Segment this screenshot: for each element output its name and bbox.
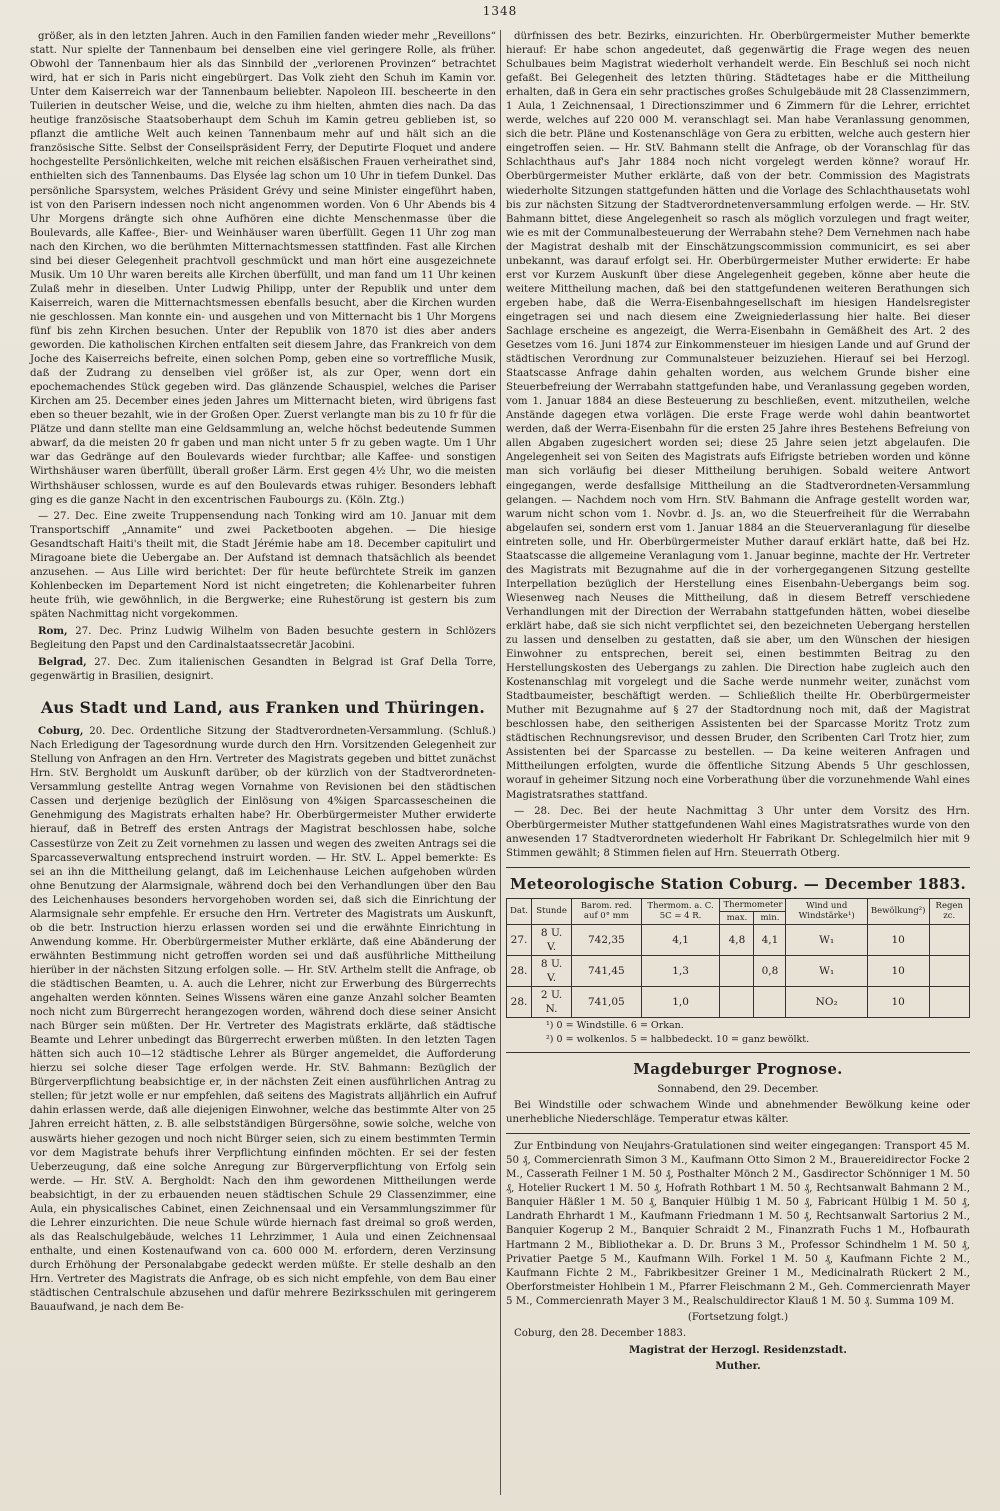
cell-hour: 8 U. V.	[532, 955, 572, 986]
prognose-title: Magdeburger Prognose.	[633, 1060, 843, 1079]
place-date: Coburg, den 28. December 1883.	[514, 1327, 687, 1339]
page-number: 1348	[482, 4, 518, 18]
cell-date: 28.	[507, 955, 532, 986]
signature-office: Magistrat der Herzogl. Residenzstadt.	[629, 1343, 847, 1356]
cell-min: 0,8	[754, 955, 786, 986]
weather-footnote-clouds: ²) 0 = wolkenlos. 5 = halbbedeckt. 10 = ganz bewölkt.	[546, 1034, 810, 1046]
header-thermometer: Thermom. a. C. 5C = 4 R.	[641, 898, 720, 924]
cell-max: 4,8	[720, 924, 754, 955]
divider-line	[506, 1052, 970, 1053]
cell-date: 27.	[507, 924, 532, 955]
header-wind: Wind und Windstärke¹)	[786, 898, 867, 924]
weather-title: Meteorologische Station Coburg. — December 1883.	[510, 874, 966, 893]
header-date: Dat.	[507, 898, 532, 924]
header-min: min.	[754, 911, 786, 924]
header-hour: Stunde	[532, 898, 572, 924]
continuation-note: (Fortsetzung folgt.)	[687, 1311, 789, 1323]
cell-max	[720, 986, 754, 1017]
rom-report	[30, 624, 496, 653]
cell-barometer: 741,05	[572, 986, 642, 1017]
section-heading: Aus Stadt und Land, aus Franken und Thüringen.	[40, 698, 486, 718]
cell-rain	[929, 924, 970, 955]
divider-line	[506, 867, 970, 868]
divider-line	[506, 1133, 970, 1134]
cell-thermometer: 1,3	[641, 955, 720, 986]
coburg-continued: dürfnissen des betr. Bezirks, einzurichten. Hr. Oberbürgermeister Muther bemerkte hierauf: Er habe schon angedeutet, daß gegenwärtig die Frage wegen des neuen Schulbaues beim Magistrat wiederholt verhandelt werde. Ein Beschluß sei noch nicht gefaßt. Bei Gelegenheit des letzten thüring. Städtetages habe er die Mittheilung erhalten, daß in Gera ein sehr practisches großes Schulgebäude mit 28 Classenzimmern, 1 Aula, 1 Zeichnensaal, 1 Directionszimmer und 6 Zimmern für die Lehrer, errichtet werde, welches auf 220 000 M. veranschlagt sei. Man habe Veranlassung genommen, sich die betr. Pläne und Kostenanschläge von Gera zu erbitten, welche auch gestern hier eingetroffen seien. — Hr. StV. Bahmann stellt die Anfrage, ob der Voranschlag für das Schlachthaus auf's Jahr 1884 noch nicht vorgelegt werden könne? worauf Hr. Oberbürgermeister Muther erklärte, daß von der betr. Commission des Magistrats wiederholte Sitzungen stattgefunden hätten und die Vorlage des Schlachthausetats wohl bis zur nächsten Sitzung der Stadtverordnetenversammlung erfolgen werde. — Hr. StV. Bahmann bittet, diese Angelegenheit so rasch als möglich vorzulegen und fragt weiter, wie es mit der Communalbesteuerung der Werrabahn stehe? Dem Vernehmen nach habe der Magistrat deshalb mit der Einschätzungscommission communicirt, es sei aber unbekannt, was darauf erfolgt sei. Hr. Oberbürgermeister Muther erwiderte: Er habe erst vor Kurzem Auskunft über diese Angelegenheit gegeben, könne aber heute die weitere Mittheilung machen, daß bei den stattgefundenen weiteren Berathungen sich ergeben habe, daß die Werra-Eisenbahngesellschaft im hiesigen Handelsregister eingetragen sei und nach diesem eine Zweigniederlassung hier halte. Bei dieser Sachlage erscheine es angezeigt, die Werra-Eisenbahn in Gemäßheit des Art. 2 des Gesetzes vom 16. Juni 1874 zur Einkommensteuer im hiesigen Lande und auf Grund der städtischen Verordnung zur Communalsteuer beizuziehen. Hierauf sei bei Herzogl. Staatscasse Anfrage dahin gehalten worden, aus welchem Grunde bisher eine Steuerbefreiung der Werrabahn stattgefunden habe, und Veranlassung gegeben worden, vom 1. Januar 1884 an diese Besteuerung zu beschließen, event. mitzutheilen, welche Anstände dagegen etwa vorlägen. Die erste Frage werde wohl dahin beantwortet werden, daß der Werra-Eisenbahn für die ersten 25 Jahre ihres Bestehens Befreiung von allen Abgaben zugesichert worden sei; diese 25 Jahre seien jetzt abgelaufen. Die Angelegenheit sei von Seiten des Magistrats aufs Eifrigste betrieben worden und könne man sich vorläufig bei dieser Mittheilung beruhigen. Sobald weitere Antwort eingegangen, werde desfallsige Mittheilung an die Stadtverordneten-Versammlung gelangen. — Nachdem noch vom Hrn. StV. Bahmann die Anfrage gestellt worden war, warum nicht schon vom 1. Novbr. d. Js. an, wo die Steuerfreiheit für die Werrabahn abgelaufen sei, sondern erst vom 1. Januar 1884 an die Steuerveranlagung für dieselbe eintreten solle, und Hr. Oberbürgermeister Muther darauf erklärt hatte, daß bei Hz. Staatscasse die allgemeine Veranlagung vom 1. Januar beginne, machte der Hr. Vertreter des Magistrats mit Bezugnahme auf die in der vorhergegangenen Sitzung gestellte Interpellation bezüglich der Herstellung eines Eisenbahn-Uebergangs beim sog. Wiesenweg nach Neuses die Mittheilung, daß in diesem Betreff verschiedene Verhandlungen mit der Direction der Werrabahn stattgefunden hätten, wobei dieselbe erklärt habe, daß sie sich nicht verpflichtet sei, den bezeichneten Uebergang herstellen zu lassen und denselben zu gestatten, daß sie aber, um den Wünschen der hiesigen Einwohner zu entsprechen, bereit sei, einen bestimmten Beitrag zu den Herstellungskosten des Uebergangs zu zahlen. Die Direction habe zugleich auch den Kostenanschlag mit vorgelegt und die Sache werde nunmehr weiter, zunächst vom Stadtbaumeister, beschäftigt werden. — Schließlich theilte Hr. Oberbürgermeister Muther mit Bezugnahme auf § 27 der Stadtordnung noch mit, daß der Magistrat beschlossen habe, den seitherigen Assistenten bei der Sparcasse Moritz Trotz zum städtischen Rechnungsrevisor, und dessen Bruder, den Scribenten Carl Trotz hier, zum Assistenten bei der Sparcasse zu bestellen. — Da keine weiteren Anfragen und Mittheilungen erfolgten, wurde die öffentliche Sitzung Abends 5 Uhr geschlossen, worauf in geheimer Sitzung noch eine Vorberathung über die vorzunehmende Wahl eines Magistratsrathes stattfand.	[506, 31, 970, 801]
weather-footnote-wind: ¹) 0 = Windstille. 6 = Orkan.	[546, 1020, 684, 1032]
paris-news-27dec: — 27. Dec. Eine zweite Truppensendung nach Tonking wird am 10. Januar mit dem Transportschiff „Annamite“ und zwei Packetbooten abgehen. — Die hiesige Gesandtschaft Haiti's theilt mit, die Stadt Jérémie habe am 18. December capitulirt und Miragoane biete die Uebergabe an. Der Aufstand ist demnach thatsächlich als beendet anzusehen. — Aus Lille wird berichtet: Der für heute befürchtete Streik im ganzen Kohlenbecken im Departement Nord ist nicht eingetreten; die Kohlenarbeiter fuhren heute früh, wie gewöhnlich, in die Bergwerke; eine Ruhestörung ist gestern bis zum späten Nachmittag nicht vorgekommen.	[30, 510, 496, 620]
prognose-text: Bei Windstille oder schwachem Winde und abnehmender Bewölkung keine oder unerhebliche Niederschläge. Temperatur etwas kälter.	[506, 1100, 970, 1126]
cell-max	[720, 955, 754, 986]
weather-table	[506, 898, 970, 1018]
header-max: max.	[720, 911, 754, 924]
header-thermometer-group: Thermometer	[720, 898, 786, 911]
donations-list: Zur Entbindung von Neujahrs-Gratulationen sind weiter eingegangen: Transport 45 M. 50 ₰, Commercienrath Simon 3 M., Kaufmann Otto Simon 2 M., Brauereidirector Focke 2 M., Casserath Feilner 1 M. 50 ₰, Posthalter Mönch 2 M., Gasdirector Schönniger 1 M. 50 ₰, Hotelier Ruckert 1 M. 50 ₰, Hofrath Rothbart 1 M. 50 ₰, Rechtsanwalt Bahmann 2 M., Banquier Häßler 1 M. 50 ₰, Banquier Hülbig 1 M. 50 ₰, Fabricant Hülbig 1 M. 50 ₰, Landrath Ehrhardt 1 M., Kaufmann Friedmann 1 M. 50 ₰, Rechtsanwalt Sartorius 2 M., Banquier Kogerup 2 M., Banquier Schraidt 2 M., Finanzrath Fuchs 1 M., Hofbaurath Hartmann 2 M., Bibliothekar a. D. Dr. Bruns 3 M., Professor Schindhelm 1 M. 50 ₰, Privatier Paetge 5 M., Kaufmann Wilh. Forkel 1 M. 50 ₰, Kaufmann Fichte 2 M., Kaufmann Fichte 2 M., Fabrikbesitzer Greiner 1 M., Medicinalrath Rückert 2 M., Oberforstmeister Hohlbein 1 M., Pfarrer Fleischmann 2 M., Geh. Commercienrath Mayer 5 M., Commercienrath Mayer 3 M., Realschuldirector Klauß 1 M. 50 ₰. Summa 109 M.	[506, 1141, 970, 1307]
table-row	[507, 955, 970, 986]
coburg-dateline: Coburg,	[38, 725, 84, 738]
cell-clouds: 10	[867, 955, 929, 986]
cell-thermometer: 4,1	[641, 924, 720, 955]
cell-min	[754, 986, 786, 1017]
cell-barometer: 741,45	[572, 955, 642, 986]
belgrad-report	[30, 655, 496, 684]
cell-wind: NO₂	[786, 986, 867, 1017]
prognose-date: Sonnabend, den 29. December.	[657, 1084, 819, 1096]
cell-date: 28.	[507, 986, 532, 1017]
left-column	[30, 30, 496, 1317]
header-barometer: Barom. red. auf 0° mm	[572, 898, 642, 924]
table-row	[507, 986, 970, 1017]
column-divider	[500, 30, 501, 1495]
cell-rain	[929, 986, 970, 1017]
coburg-report	[30, 724, 496, 1315]
cell-hour: 8 U. V.	[532, 924, 572, 955]
cell-rain	[929, 955, 970, 986]
rom-dateline: Rom,	[38, 624, 68, 637]
cell-hour: 2 U. N.	[532, 986, 572, 1017]
cell-wind: W₁	[786, 924, 867, 955]
header-clouds: Bewölkung²)	[867, 898, 929, 924]
paris-report: größer, als in den letzten Jahren. Auch in den Familien fanden wieder mehr „Reveillons“ statt. Nur spielte der Tannenbaum bei denselben eine viel geringere Rolle, als früher. Obwohl der Tannenbaum hier als das Sinnbild der „verlorenen Provinzen“ betrachtet wird, hat er sich in Paris nicht eingebürgert. Das Volk zieht den Schuh im Kamin vor. Unter dem Kaiserreich war der Tannenbaum beliebter. Napoleon III. bescheerte in den Tuilerien in deutscher Weise, und die, welche zu ihm hielten, ahmten dies nach. Da das heutige französische Staatsoberhaupt dem Schuh im Kamin getreu geblieben ist, so pflanzt die amtliche Welt auch keinen Tannenbaum mehr auf und hält sich an die französische Sitte. Selbst der Conseilspräsident Ferry, der Deputirte Floquet und andere hochgestellte Persönlichkeiten, welche mit reichen elsäßischen Frauen verheirathet sind, enthielten sich des Tannenbaums. Das Elysée lag schon um 10 Uhr in tiefem Dunkel. Das persönliche Sparsystem, welches Präsident Grévy und seine Minister eingeführt haben, ist von den Parisern indessen noch nicht angenommen worden. Von 6 Uhr Abends bis 4 Uhr Morgens drängte sich ohne Aufhören eine dichte Menschenmasse über die Boulevards, alle Kaffee-, Bier- und Weinhäuser waren überfüllt. Gegen 11 Uhr zog man nach den Kirchen, wo die berühmten Mitternachtsmessen stattfinden. Fast alle Kirchen sind bei dieser Gelegenheit prachtvoll geschmückt und man hört eine ausgezeichnete Musik. Um 10 Uhr waren bereits alle Kirchen überfüllt, und man fand um 11 Uhr keinen Zulaß mehr in dieselben. Unter Ludwig Philipp, unter der Republik und unter dem Kaiserreich, waren die Mitternachtsmessen ebenfalls besucht, aber die Kirchen wurden nie geschlossen. Man konnte ein- und ausgehen und von Mitternacht bis 1 Uhr Morgens fünf bis zehn Kirchen besuchen. Unter der Republik von 1870 ist dies aber anders geworden. Die katholischen Kirchen entfalten seit diesem Jahre, das Frankreich von dem Joche des Kaiserreichs befreite, einen solchen Pomp, geben eine so vortreffliche Musik, daß der Zudrang zu denselben viel größer ist, als zur Oper, wenn dort ein epochemachendes Stück gegeben wird. Das glänzende Schauspiel, welches die Pariser Kirchen am 25. December eines jeden Jahres um Mitternacht bieten, wird übrigens fast eben so theuer bezahlt, wie in der Großen Oper. Zuerst verlangte man bis zu 10 fr für die Plätze und dann stellte man eine Geldsammlung an, welche höchst bedeutende Summen abwarf, da die meisten 20 fr gaben und man nicht unter 5 fr zu geben wagte. Um 1 Uhr war das Gedränge auf den Boulevards wieder furchtbar; alle Kaffee- und sonstigen Wirthshäuser waren überfüllt, überall großer Lärm. Erst gegen 4½ Uhr, wo die meisten Wirthshäuser schlossen, wurde es auf den Boulevards etwas ruhiger. Besonders lebhaft ging es die ganze Nacht in den excentrischen Faubourgs zu. (Köln. Ztg.)	[30, 31, 496, 506]
cell-barometer: 742,35	[572, 924, 642, 955]
coburg-28dec: — 28. Dec. Bei der heute Nachmittag 3 Uhr unter dem Vorsitz des Hrn. Oberbürgermeister Muther stattgefundenen Wahl eines Magistratsrathes wurde von den anwesenden 17 Stadtverordneten wiederholt Hr Fabrikant Dr. Schlegelmilch hier mit 9 Stimmen gewählt; 8 Stimmen fielen auf Hrn. Steuerrath Otberg.	[506, 805, 970, 859]
weather-header-row	[507, 898, 970, 911]
belgrad-dateline: Belgrad,	[38, 656, 87, 669]
header-rain: Regen zc.	[929, 898, 970, 924]
belgrad-text: 27. Dec. Zum italienischen Gesandten in Belgrad ist Graf Della Torre, gegenwärtig in Brasilien, designirt.	[30, 657, 496, 683]
cell-thermometer: 1,0	[641, 986, 720, 1017]
rom-text: 27. Dec. Prinz Ludwig Wilhelm von Baden besuchte gestern in Schlözers Begleitung den Papst und den Cardinalstaatssecretär Jacobini.	[30, 625, 496, 652]
cell-min: 4,1	[754, 924, 786, 955]
signature-name: Muther.	[715, 1359, 761, 1372]
coburg-text: 20. Dec. Ordentliche Sitzung der Stadtverordneten-Versammlung. (Schluß.) Nach Erledigung der Tagesordnung wurde durch den Hrn. Vorsitzenden Gelegenheit zur Stellung von Anfragen an den Hrn. Vertreter des Magistrats gegeben und bittet zunächst Hrn. StV. Bergholdt um Auskunft darüber, ob der kürzlich von der Stadtverordneten-Versammlung gestellte Antrag wegen Vornahme von Revisionen bei den städtischen Cassen und derjenige bezüglich der Einlösung von 4%igen Sparcassescheinen die Genehmigung des Magistrats erhalten habe? Hr. Oberbürgermeister Muther erwiderte hierauf, daß in Betreff des ersten Antrags der Magistrat beschlossen habe, solche Cassestürze von Zeit zu Zeit vornehmen zu lassen und wegen des zweiten Antrags sei die Sparcasseverwaltung entsprechend instruirt worden. — Hr. StV. L. Appel bemerkte: Es sei an ihn die Mittheilung gelangt, daß im Leichenhause Leichen aufgehoben würden ohne Benutzung der Alarmsignale, während doch bei den Verhandlungen über den Bau des Leichenhauses besonders hervorgehoben worden sei, daß sich die Einrichtung der Alarmsignale sehr empfehle. Er ersuche den Hrn. Vertreter des Magistrats um Auskunft, ob die betr. Instruction hierzu erlassen worden sei und die erwähnte Einrichtung in Anwendung komme. Hr. Oberbürgermeister Muther erklärte, daß eine Abänderung der erwähnten Bestimmung nicht getroffen worden sei und daß ausführliche Mittheilung hierüber in der nächsten Sitzung erfolgen solle. — Hr. StV. Arthelm stellt die Anfrage, ob die städtischen Beamten, u. A. auch die Lehrer, nicht zur Erwerbung des Bürgerrechts angehalten werden könnten. Seines Wissens wären eine ganze Anzahl solcher Beamten noch nicht zum Bürgerrecht herangezogen worden, während doch diese seiner Ansicht nach Bürger sein müßten. Der Hr. Vertreter des Magistrats erklärte, daß städtische Beamte und Lehrer unbedingt das Bürgerrecht erwerben müßten. In den letzten Tagen hätten sich auch 10—12 städtische Lehrer als Bürger angemeldet, die Aufforderung hierzu sei solche dieser Tage erfolgen werde. Hr. StV. Bahmann: Bezüglich der Bürgerverpflichtung beabsichtige er, in der nächsten Zeit einen ausführlichen Antrag zu stellen; für jetzt wolle er nur empfehlen, daß seitens des Magistrats alljährlich ein Aufruf dahin erlassen werde, daß alle diejenigen Einwohner, welche das bestimmte Alter von 25 Jahren erreicht hätten, z. B. alle selbstständigen Bürgersöhne, sowie solche, welche von auswärts hieher gezogen und noch nicht Bürger seien, sich zu einem bestimmten Termin vor dem Magistrate behufs ihrer Verpflichtung einfinden möchten. Er sei der festen Ueberzeugung, daß eine solche Anregung zur Bürgerverpflichtung von Erfolg sein werde. — Hr. StV. A. Bergholdt: Nach den ihm gewordenen Mittheilungen werde beabsichtigt, in der zu erbauenden neuen städtischen Schule 29 Classenzimmer, eine Aula, ein physicalisches Cabinet, einen Zeichnensaal und ein Versammlungszimmer für die Lehrer einzurichten. Die neue Schule würde hiernach fast dreimal so groß werden, als das Realschulgebäude, welches 11 Lehrzimmer, 1 Aula und einen Zeichnensaal enthalte, und einen Kostenaufwand von ca. 600 000 M. erfordern, deren Verzinsung durch Erhöhung der Personalabgabe gedeckt werden müßte. Er stelle deshalb an den Hrn. Vertreter des Magistrats die Anfrage, ob es sich nicht empfehle, von dem Bau einer städtischen Centralschule abzusehen und dafür mehrere Bezirksschulen mit geringerem Bauaufwand, je nach dem Be-	[30, 726, 496, 1314]
right-column	[506, 30, 970, 1375]
table-row	[507, 924, 970, 955]
cell-clouds: 10	[867, 986, 929, 1017]
cell-wind: W₁	[786, 955, 867, 986]
cell-clouds: 10	[867, 924, 929, 955]
